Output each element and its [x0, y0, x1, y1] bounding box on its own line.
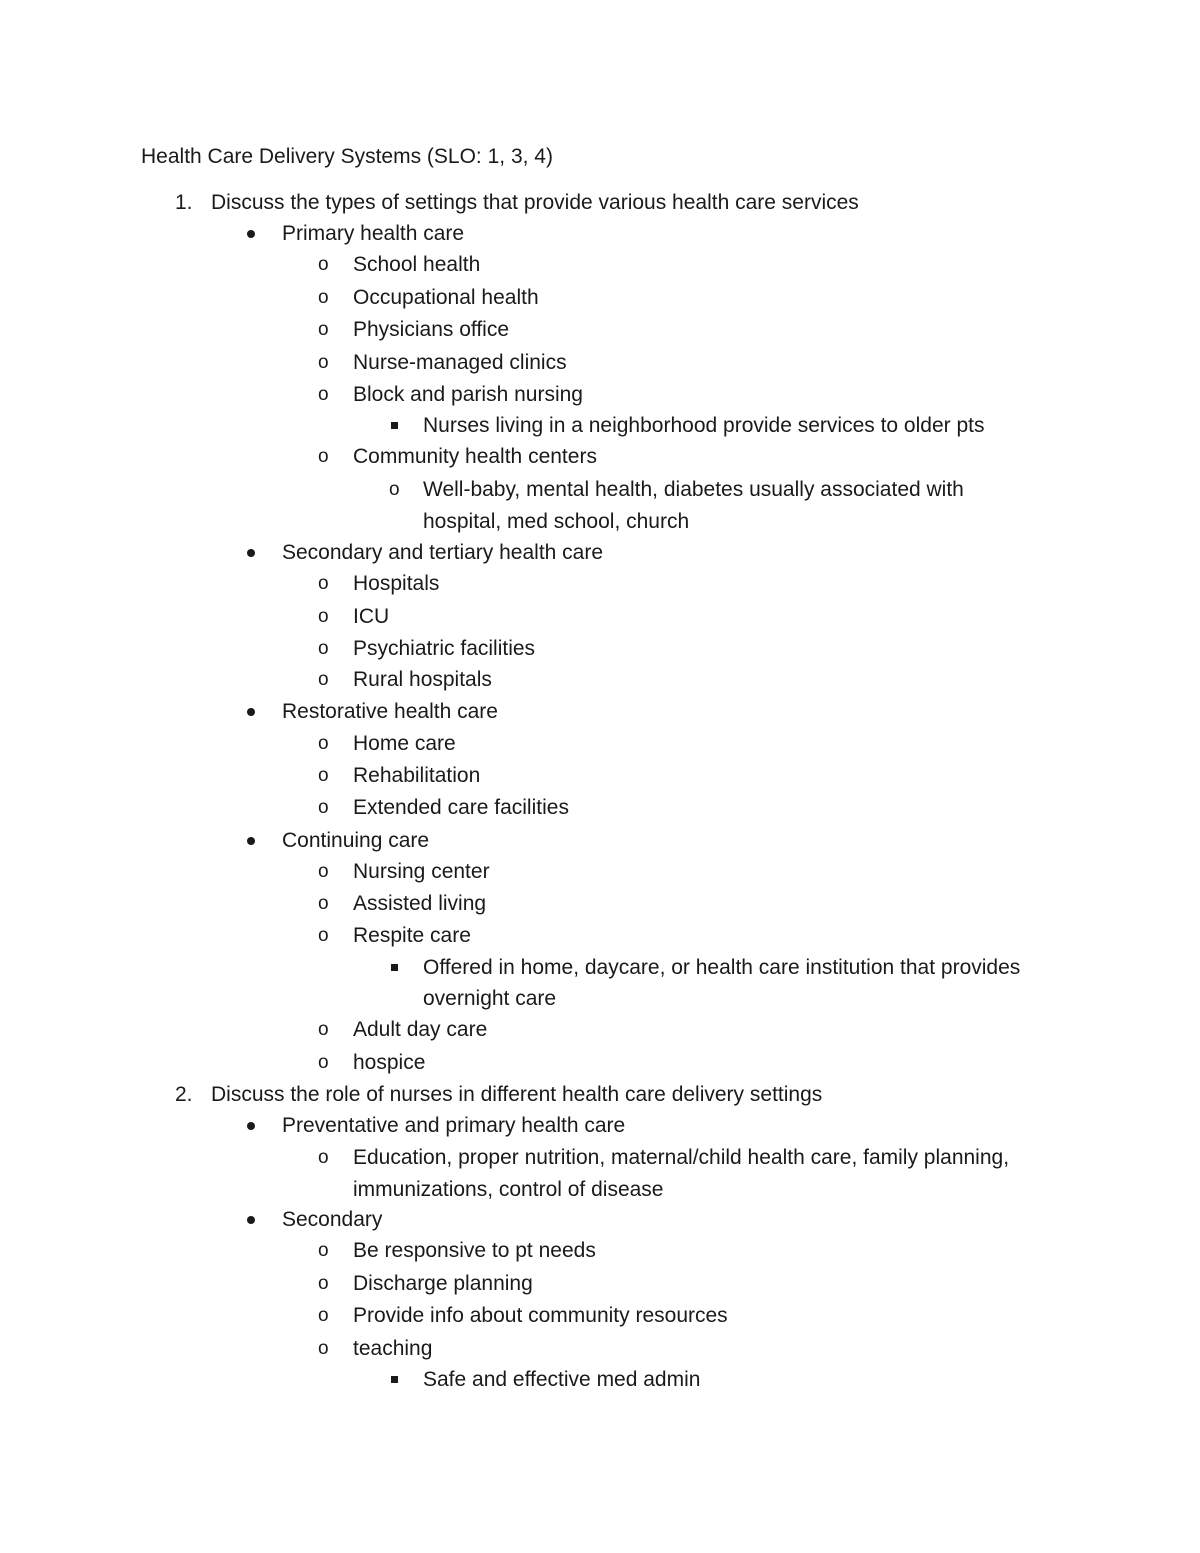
- list-item: Provide info about community resources: [353, 1304, 728, 1327]
- list-item: Adult day care: [353, 1018, 488, 1041]
- list-item: Assisted living: [353, 892, 487, 915]
- circle-bullet-icon: o: [318, 1052, 329, 1073]
- group-label: Preventative and primary health care: [282, 1114, 626, 1137]
- list-item: Occupational health: [353, 286, 539, 309]
- list-item: Extended care facilities: [353, 796, 569, 819]
- bullet-dot-icon: [247, 1122, 255, 1130]
- list-item: Offered in home, daycare, or health care institution that provides: [423, 956, 1021, 979]
- list-item: Rehabilitation: [353, 764, 481, 787]
- circle-bullet-icon: o: [318, 352, 329, 373]
- circle-bullet-icon: o: [318, 1273, 329, 1294]
- bullet-dot-icon: [247, 1216, 255, 1224]
- list-item: Nurse-managed clinics: [353, 351, 567, 374]
- list-item-continuation: hospital, med school, church: [423, 510, 690, 533]
- square-bullet-icon: [391, 964, 398, 971]
- list-item-continuation: overnight care: [423, 987, 557, 1010]
- group-label: Restorative health care: [282, 700, 498, 723]
- circle-bullet-icon: o: [318, 319, 329, 340]
- list-item: Safe and effective med admin: [423, 1368, 701, 1391]
- section-heading: Discuss the types of settings that provide various health care services: [211, 191, 859, 214]
- list-item: Rural hospitals: [353, 668, 492, 691]
- circle-bullet-icon: o: [318, 1240, 329, 1261]
- list-item: Psychiatric facilities: [353, 637, 536, 660]
- list-item: Well-baby, mental health, diabetes usually associated with: [423, 478, 964, 501]
- circle-bullet-icon: o: [318, 254, 329, 275]
- section-number: 2.: [175, 1083, 193, 1106]
- list-item: Education, proper nutrition, maternal/child health care, family planning,: [353, 1146, 1010, 1169]
- list-item: Home care: [353, 732, 456, 755]
- group-label: Secondary: [282, 1208, 383, 1231]
- section-heading: Discuss the role of nurses in different health care delivery settings: [211, 1083, 823, 1106]
- list-item: ICU: [353, 605, 390, 628]
- list-item: Community health centers: [353, 445, 597, 468]
- circle-bullet-icon: o: [318, 446, 329, 467]
- circle-bullet-icon: o: [318, 1338, 329, 1359]
- list-item: Respite care: [353, 924, 471, 947]
- circle-bullet-icon: o: [318, 797, 329, 818]
- circle-bullet-icon: o: [318, 638, 329, 659]
- circle-bullet-icon: o: [318, 606, 329, 627]
- circle-bullet-icon: o: [318, 287, 329, 308]
- circle-bullet-icon: o: [318, 384, 329, 405]
- page-title: Health Care Delivery Systems (SLO: 1, 3, 4): [141, 145, 553, 168]
- circle-bullet-icon: o: [318, 765, 329, 786]
- list-item: Hospitals: [353, 572, 440, 595]
- group-label: Primary health care: [282, 222, 465, 245]
- section-number: 1.: [175, 191, 193, 214]
- list-item: Be responsive to pt needs: [353, 1239, 596, 1262]
- list-item: teaching: [353, 1337, 433, 1360]
- list-item: Nurses living in a neighborhood provide services to older pts: [423, 414, 985, 437]
- list-item: Block and parish nursing: [353, 383, 583, 406]
- circle-bullet-icon: o: [318, 1305, 329, 1326]
- bullet-dot-icon: [247, 230, 255, 238]
- bullet-dot-icon: [247, 837, 255, 845]
- square-bullet-icon: [391, 422, 398, 429]
- circle-bullet-icon: o: [318, 1019, 329, 1040]
- group-label: Continuing care: [282, 829, 430, 852]
- circle-bullet-icon: o: [318, 733, 329, 754]
- circle-bullet-icon: o: [318, 669, 329, 690]
- circle-bullet-icon: o: [318, 573, 329, 594]
- list-item: Nursing center: [353, 860, 490, 883]
- bullet-dot-icon: [247, 708, 255, 716]
- circle-bullet-icon: o: [318, 925, 329, 946]
- list-item: School health: [353, 253, 481, 276]
- list-item-continuation: immunizations, control of disease: [353, 1178, 664, 1201]
- list-item: Discharge planning: [353, 1272, 533, 1295]
- list-item: hospice: [353, 1051, 426, 1074]
- circle-bullet-icon: o: [389, 479, 400, 500]
- circle-bullet-icon: o: [318, 1147, 329, 1168]
- group-label: Secondary and tertiary health care: [282, 541, 604, 564]
- list-item: Physicians office: [353, 318, 510, 341]
- circle-bullet-icon: o: [318, 893, 329, 914]
- square-bullet-icon: [391, 1376, 398, 1383]
- circle-bullet-icon: o: [318, 861, 329, 882]
- bullet-dot-icon: [247, 549, 255, 557]
